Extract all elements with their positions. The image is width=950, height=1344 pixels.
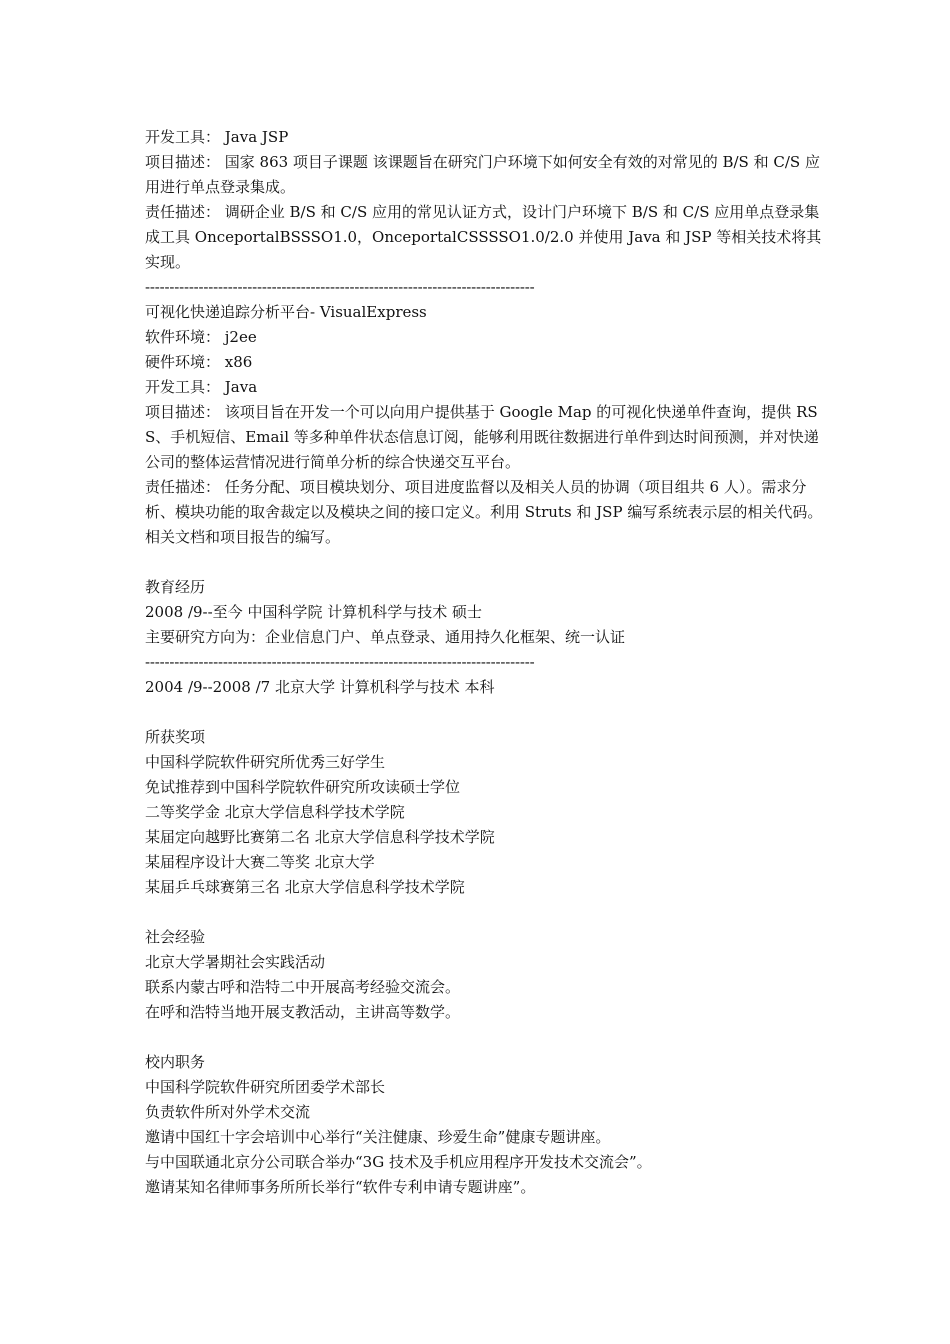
project1-description: 项目描述： 国家 863 项目子课题 该课题旨在研究门户环境下如何安全有效的对常见的 B/S 和 C/S 应用进行单点登录集成。: [145, 153, 820, 196]
social-item: 北京大学暑期社会实践活动: [145, 953, 326, 971]
spacer: [145, 900, 825, 925]
campus-item: 邀请中国红十字会培训中心举行“关注健康、珍爱生命”健康专题讲座。: [145, 1128, 611, 1146]
awards-heading: 所获奖项: [145, 728, 206, 746]
award-item: 二等奖学金 北京大学信息科学技术学院: [145, 803, 405, 821]
education-entry-1-detail: 主要研究方向为：企业信息门户、单点登录、通用持久化框架、统一认证: [145, 628, 626, 646]
project2-title: 可视化快递追踪分析平台- VisualExpress: [145, 303, 427, 321]
spacer: [145, 550, 825, 575]
award-item: 某届乒乓球赛第三名 北京大学信息科学技术学院: [145, 878, 465, 896]
section-divider: --------------------------------------------------------------------------------: [145, 653, 535, 671]
project2-software: 软件环境： j2ee: [145, 328, 257, 346]
project2-hardware: 硬件环境： x86: [145, 353, 253, 371]
section-divider: --------------------------------------------------------------------------------: [145, 278, 535, 296]
education-entry-2: 2004 /9--2008 /7 北京大学 计算机科学与技术 本科: [145, 678, 495, 696]
project1-tools: 开发工具： Java JSP: [145, 128, 289, 146]
social-heading: 社会经验: [145, 928, 206, 946]
campus-item: 负责软件所对外学术交流: [145, 1103, 311, 1121]
campus-heading: 校内职务: [145, 1053, 206, 1071]
resume-content: [145, 125, 825, 1200]
award-item: 某届程序设计大赛二等奖 北京大学: [145, 853, 375, 871]
project2-description: 项目描述： 该项目旨在开发一个可以向用户提供基于 Google Map 的可视化快递单件查询，提供 RSS、手机短信、Email 等多种单件状态信息订阅，能够利用既往数据进行单件到达时间预测，并对快递公司的整体运营情况进行简单分析的综合快递交互平台。: [145, 403, 819, 471]
social-item: 联系内蒙古呼和浩特二中开展高考经验交流会。: [145, 978, 461, 996]
social-item: 在呼和浩特当地开展支教活动，主讲高等数学。: [145, 1003, 461, 1021]
campus-item: 邀请某知名律师事务所所长举行“软件专利申请专题讲座”。: [145, 1178, 536, 1196]
award-item: 某届定向越野比赛第二名 北京大学信息科学技术学院: [145, 828, 495, 846]
award-item: 中国科学院软件研究所优秀三好学生: [145, 753, 386, 771]
award-item: 免试推荐到中国科学院软件研究所攻读硕士学位: [145, 778, 461, 796]
project2-tools: 开发工具： Java: [145, 378, 258, 396]
spacer: [145, 700, 825, 725]
spacer: [145, 1025, 825, 1050]
project2-responsibility: 责任描述： 任务分配、项目模块划分、项目进度监督以及相关人员的协调（项目组共 6 人）。需求分析、模块功能的取舍裁定以及模块之间的接口定义。利用 Struts 和 JSP 编写系统表示层的相关代码。相关文档和项目报告的编写。: [145, 478, 823, 546]
campus-item: 与中国联通北京分公司联合举办“3G 技术及手机应用程序开发技术交流会”。: [145, 1153, 652, 1171]
campus-item: 中国科学院软件研究所团委学术部长: [145, 1078, 386, 1096]
education-heading: 教育经历: [145, 578, 206, 596]
education-entry-1: 2008 /9--至今 中国科学院 计算机科学与技术 硕士: [145, 603, 482, 621]
project1-responsibility: 责任描述： 调研企业 B/S 和 C/S 应用的常见认证方式，设计门户环境下 B/S 和 C/S 应用单点登录集成工具 OnceportalBSSSO1.0，OnceportalCSSSSO1.0/2.0 并使用 Java 和 JSP 等相关技术将其实现。: [145, 203, 822, 271]
